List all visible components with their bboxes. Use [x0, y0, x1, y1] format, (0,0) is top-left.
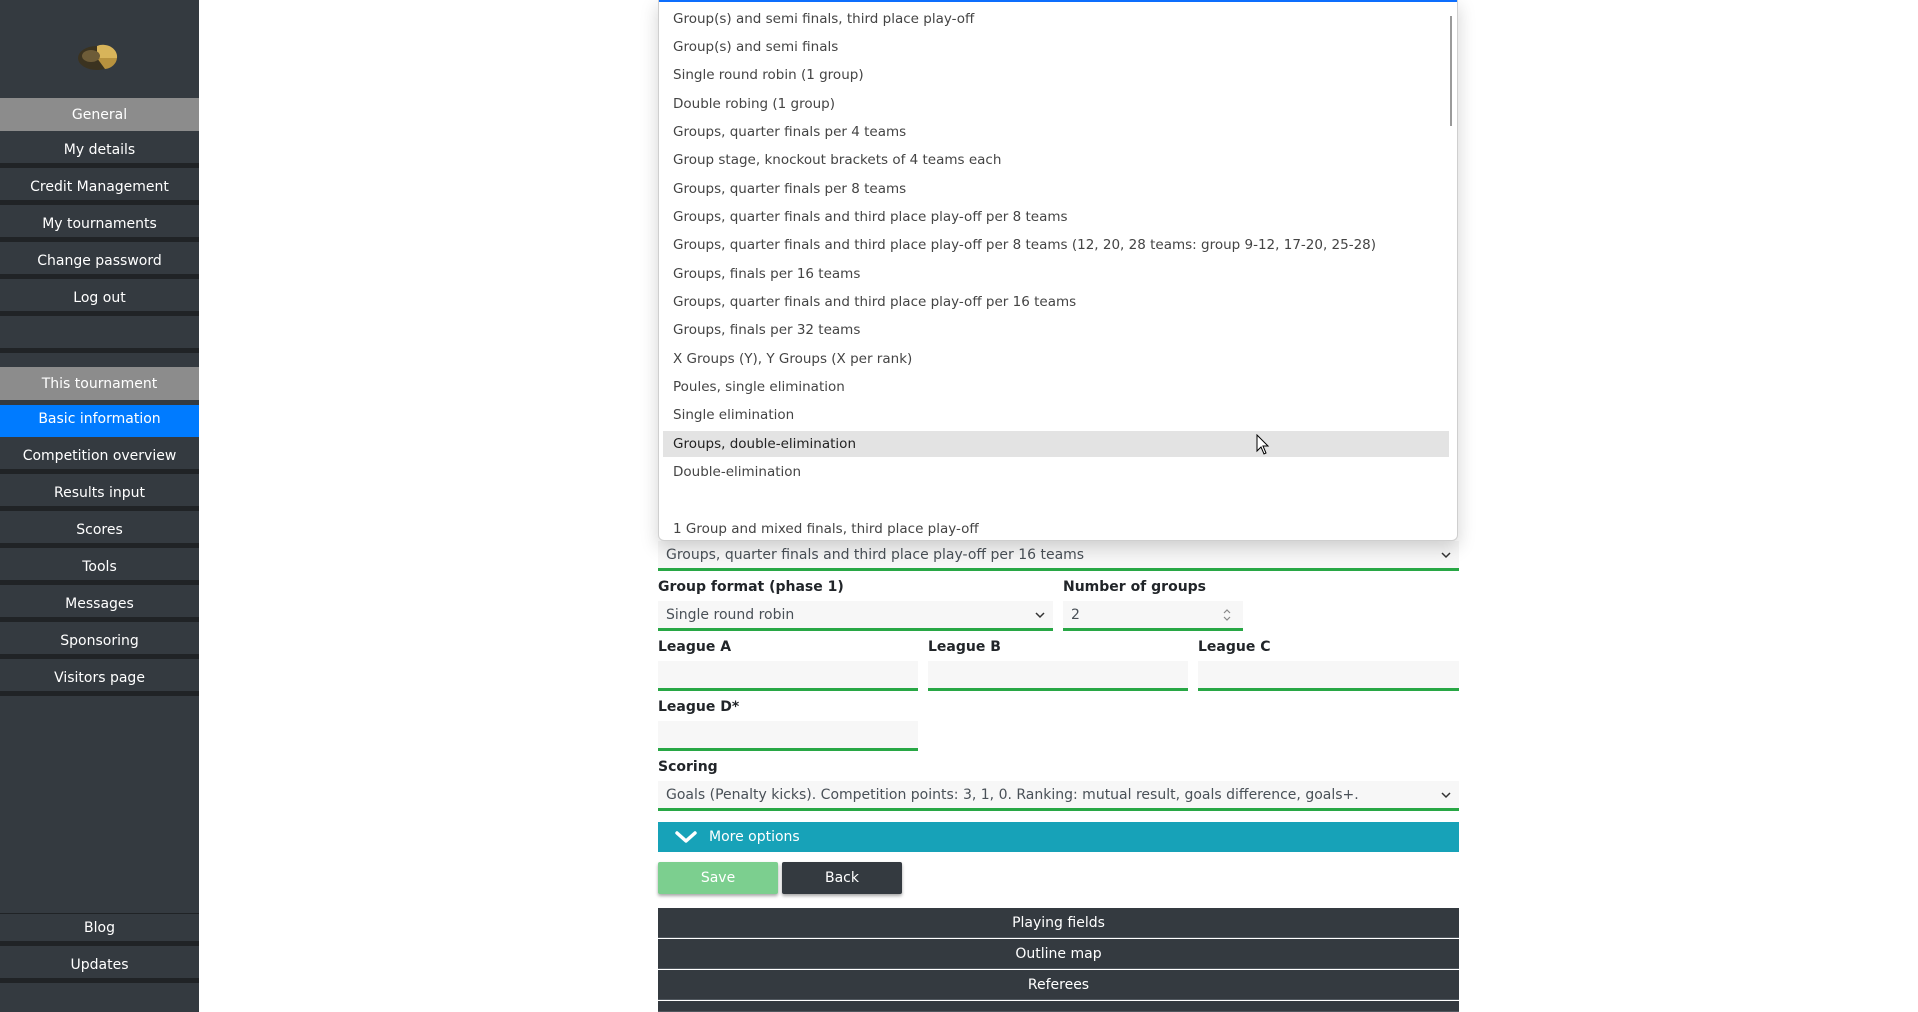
group-format-select[interactable] [658, 601, 1053, 631]
dropdown-option[interactable]: Group stage, knockout brackets of 4 teams each [673, 152, 1002, 168]
dropdown-option-empty[interactable] [663, 487, 1449, 513]
league-b-label: League B [928, 639, 1001, 655]
section-outline-map[interactable]: Outline map [658, 939, 1459, 969]
sidebar-item-my-tournaments[interactable]: My tournaments [0, 210, 199, 242]
dropdown-option[interactable]: Groups, quarter finals per 4 teams [673, 124, 907, 140]
dropdown-option[interactable]: Group(s) and semi finals, third place play-off [673, 11, 975, 27]
league-d-input[interactable] [658, 721, 918, 751]
scoring-value: Goals (Penalty kicks). Competition points: 3, 1, 0. Ranking: mutual result, goals difference, goals+. [666, 786, 1359, 803]
groups-value: 2 [1071, 606, 1080, 623]
dropdown-option[interactable]: Groups, quarter finals and third place play-off per 16 teams [673, 294, 1077, 310]
sidebar-item-credit-management[interactable]: Credit Management [0, 173, 199, 205]
chevron-down-icon [1441, 791, 1451, 799]
competition-format-dropdown[interactable] [658, 0, 1458, 541]
dropdown-option[interactable]: Single round robin (1 group) [673, 67, 864, 83]
dropdown-option[interactable]: Groups, quarter finals per 8 teams [673, 181, 907, 197]
sidebar-item-my-details[interactable]: My details [0, 136, 199, 168]
sidebar-item-log-out[interactable]: Log out [0, 284, 199, 316]
mouse-cursor-icon [1256, 434, 1270, 456]
spinner-icon[interactable] [1221, 605, 1233, 625]
scoring-label: Scoring [658, 759, 718, 775]
sidebar [0, 0, 199, 1012]
back-button[interactable]: Back [782, 862, 902, 894]
dropdown-option[interactable]: Single elimination [673, 407, 795, 423]
section-next[interactable] [658, 1001, 1459, 1012]
sidebar-item-competition-overview[interactable]: Competition overview [0, 442, 199, 474]
dropdown-option[interactable]: Group(s) and semi finals [673, 39, 839, 55]
groups-label: Number of groups [1063, 579, 1207, 595]
dropdown-option[interactable]: 1 Group and mixed finals, third place play-off [673, 521, 979, 537]
sidebar-item-sponsoring[interactable]: Sponsoring [0, 627, 199, 659]
dropdown-option[interactable]: Double-elimination [673, 464, 802, 480]
league-d-label: League D* [658, 699, 740, 715]
league-a-label: League A [658, 639, 732, 655]
section-referees[interactable]: Referees [658, 970, 1459, 1000]
section-playing-fields[interactable]: Playing fields [658, 908, 1459, 938]
chevron-down-icon [1035, 611, 1045, 619]
dropdown-option[interactable]: Double robing (1 group) [673, 96, 835, 112]
competition-format-select[interactable] [658, 541, 1459, 571]
logo-icon [77, 38, 121, 72]
sidebar-item-results-input[interactable]: Results input [0, 479, 199, 511]
group-format-value: Single round robin [666, 606, 795, 623]
save-button[interactable]: Save [658, 862, 778, 894]
sidebar-item-basic-information[interactable]: Basic information [0, 405, 199, 437]
sidebar-header-general: General [0, 98, 199, 131]
dropdown-option[interactable]: Groups, finals per 32 teams [673, 322, 861, 338]
league-c-input[interactable] [1198, 661, 1459, 691]
dropdown-option[interactable]: Groups, quarter finals and third place play-off per 8 teams (12, 20, 28 teams: group 9-12, 17-20, 25-28) [673, 237, 1377, 253]
group-format-label: Group format (phase 1) [658, 579, 844, 595]
sidebar-item-messages[interactable]: Messages [0, 590, 199, 622]
dropdown-option[interactable]: Poules, single elimination [673, 379, 845, 395]
dropdown-scrollbar[interactable] [1450, 16, 1452, 126]
league-a-input[interactable] [658, 661, 918, 691]
sidebar-item-updates[interactable]: Updates [0, 951, 199, 983]
competition-format-value: Groups, quarter finals and third place play-off per 16 teams [666, 546, 1085, 563]
chevron-down-icon [1441, 551, 1451, 559]
dropdown-option[interactable]: X Groups (Y), Y Groups (X per rank) [673, 351, 913, 367]
league-b-input[interactable] [928, 661, 1188, 691]
more-options-toggle[interactable] [658, 822, 1459, 852]
chevron-down-icon [675, 830, 697, 844]
league-c-label: League C [1198, 639, 1271, 655]
sidebar-item-scores[interactable]: Scores [0, 516, 199, 548]
sidebar-item-visitors-page[interactable]: Visitors page [0, 664, 199, 696]
dropdown-option[interactable]: Groups, finals per 16 teams [673, 266, 861, 282]
dropdown-option[interactable]: Groups, quarter finals and third place play-off per 8 teams [673, 209, 1068, 225]
sidebar-header-tournament: This tournament [0, 367, 199, 400]
sidebar-item-tools[interactable]: Tools [0, 553, 199, 585]
sidebar-spacer [0, 321, 199, 353]
groups-number-input[interactable] [1063, 601, 1243, 631]
more-options-label: More options [709, 829, 800, 845]
dropdown-focus-line [659, 0, 1458, 2]
scoring-select[interactable] [658, 781, 1459, 811]
sidebar-item-change-password[interactable]: Change password [0, 247, 199, 279]
dropdown-option-highlighted[interactable]: Groups, double-elimination [663, 431, 1449, 457]
sidebar-item-blog[interactable]: Blog [0, 914, 199, 946]
